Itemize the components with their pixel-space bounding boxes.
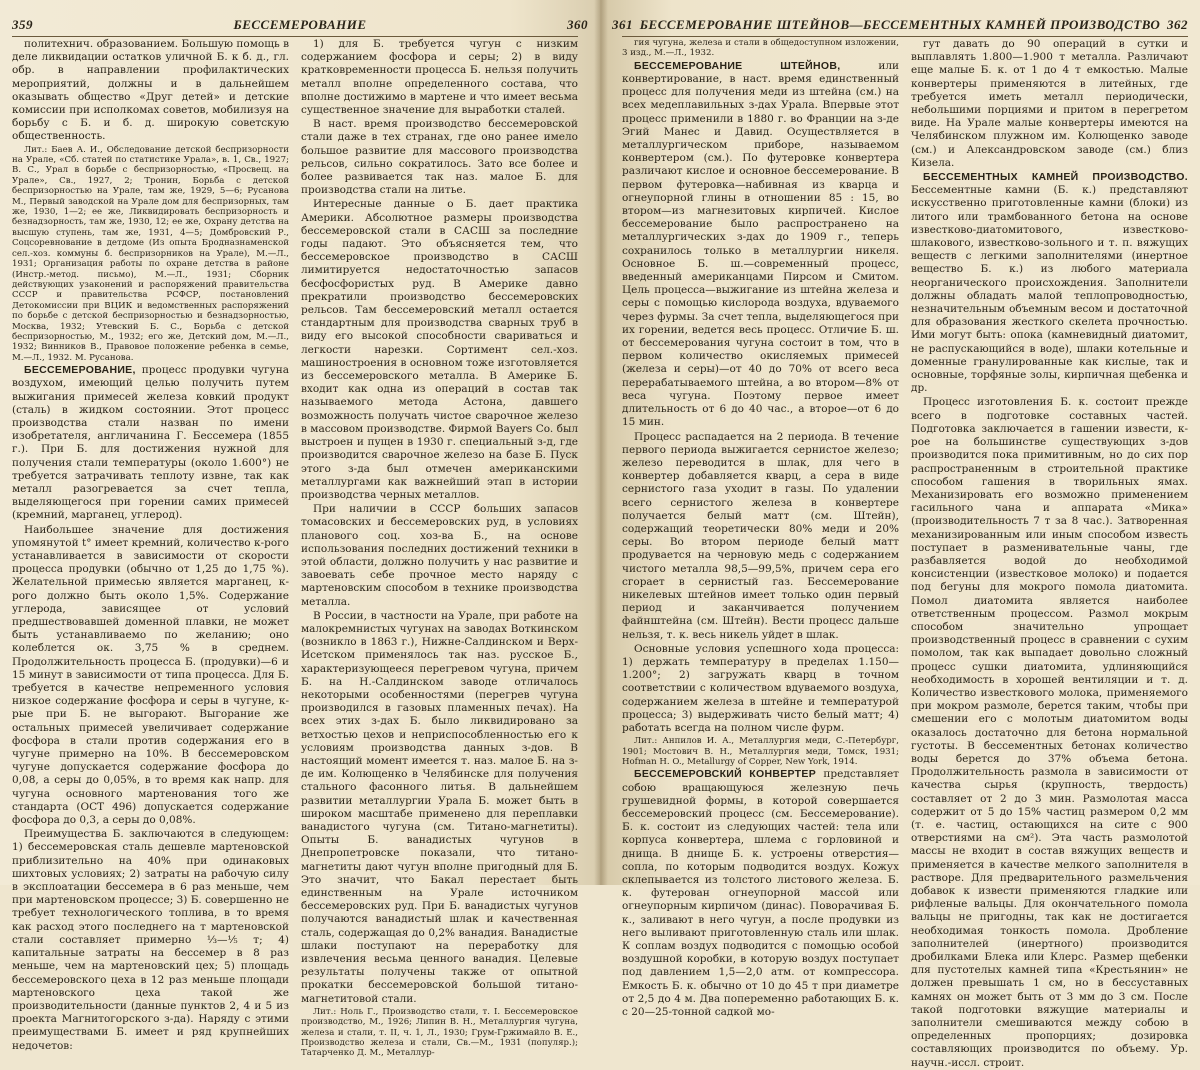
page-header (12, 16, 588, 34)
page-number-right: 360 (567, 17, 588, 32)
paragraph: В наст. время производство бессемеровской стали даже в тех странах, где оно ранее имело большое развитие для массового производства рельсов, сильно сократилось. Зато все более и более развивается так наз. малое Б. для производства стали на литье. (301, 118, 578, 197)
literature-note: Лит.: Анпилов И. А., Металлургия меди, С.-Петербург, 1901; Мостович В. Н., Металлургия меди, Томск, 1931; Hofman H. O., Metallurgy of Copper, New York, 1914. (622, 736, 899, 767)
literature-note: гия чугуна, железа и стали в общедоступном изложении, 3 изд., М.—Л., 1932. (622, 38, 899, 59)
paragraph: гут давать до 90 операций в сутки и выплавлять 1.800—1.900 т металла. Различают еще малые Б. к. от 1 до 4 т емкостью. Малые конвертеры применяются в литейных, где требуется иметь металл периодически, небольшими порциями и притом в перегретом виде. На Урале малые конвертеры имеются на Челябинском плужном им. Колющенко заводе (см.) и Александровском заводе (см.) близ Кизела. (911, 38, 1188, 169)
article-heading: БЕССЕМЕРОВАНИЕ, (24, 364, 136, 377)
article-heading: БЕССЕМЕНТНЫХ КАМНЕЙ ПРОИЗВОДСТВО. (923, 171, 1188, 184)
header-rule (12, 36, 578, 37)
text-column (12, 38, 289, 1052)
paragraph: Процесс распадается на 2 периода. В течение первого периода выжигается сернистое железо; железо переводится в шлак, для чего в конвертер добавляется кварц, а сера в виде сернистого газа уходит в газы. По удалении всего сернистого железа в конвертере получается белый матт (см. Штейн), содержащий теоретически 80% меди и 20% серы. Во втором периоде белый матт продувается на черновую медь с содержанием чистого металла 98,5—99,5%, причем сера его сгорает в сернистый газ. Бессемерование никелевых штейнов имеет только один первый период и заканчивается получением файнштейна (см. Штейн). Вести процесс дальше нельзя, т. к. весь никель уйдет в шлак. (622, 430, 899, 641)
paragraph: Интересные данные о Б. дает практика Америки. Абсолютное размеры производства бессемеровской стали в САСШ за последние годы падают. Это объясняется тем, что бессемеровское производство в САСШ лимитируется недостаточностью запасов бесфосфористых руд. В Америке давно прекратили производство бессемеровских рельсов. Там бессемеровский металл остается стандартным для производства сварных труб в виду его высокой способности свариваться и легкости нарезки. Сортимент сел.-хоз. машиностроения в основном тоже изготовляется из бессемеровского металла. В Америке Б. входит как одна из операций в состав так называемого метода Астона, давшего возможность получать чистое сварочное железо в массовом производстве. Фирмой Bayers Co. был выстроен и пущен в 1930 г. специальный з-д, где производится сварочное железо на базе Б. Пуск этого з-да был отмечен американскими металлургами как важнейший этап в истории производства черных металлов. (301, 198, 578, 501)
paragraph: В России, в частности на Урале, при работе на малокремнистых чугунах на заводах Воткинском (возникло в 1863 г.), Нижне-Салдинском и Верх-Исетском применялось так наз. русское Б., характеризующееся перегревом чугуна, причем Б. на Н.-Салдинском заводе отличалось некоторыми особенностями (перегрев чугуна производился в газовых пламенных печах). На всех этих з-дах Б. было ликвидировано за ветхостью цехов и неприспособленностью его к условиям производства данных з-дов. В настоящий момент имеется т. наз. малое Б. на з-де им. Колющенко в Челябинске для получения стального фасонного литья. В дальнейшем развитии металлургии Урала Б. может быть в широком масштабе применено для переплавки ванадистого чугуна (см. Титано-магнетиты). Опыты Б. ванадистых чугунов в Днепропетровске показали, что титано-магнетиты дают чугун вполне пригодный для Б. Это значит, что Бакал перестает быть единственным на Урале источником бессемеровских руд. При Б. ванадистых чугунов получаются ванадистый шлак и качественная сталь, содержащая до 0,2% ванадия. Ванадистые шлаки поступают на переработку для извлечения весьма ценного ванадия. Целевые результаты получены также от опытной прокатки бессемеровской большой титано-магнетитовой стали. (301, 609, 578, 1005)
paragraph: БЕССЕМЕРОВАНИЕ, процесс продувки чугуна воздухом, имеющий целью получить путем выжигания примесей железа ковкий продукт (сталь) в жидком состоянии. Этот процесс производства стали назван по имени изобретателя, англичанина Г. Бессемера (1855 г.). При Б. для достижения нужной для получения стали температуры (около 1.600°) не требуется затрачивать теплоту извне, так как металл разогревается за счет тепла, выделяющегося при горении самих примесей (кремний, марганец, углерод). (12, 364, 289, 522)
page-number-left: 359 (12, 17, 33, 32)
paragraph: Основные условия успешного хода процесса: 1) держать температуру в пределах 1.150—1.200°; 2) загружать кварц в точном соответствии с количеством вдуваемого воздуха, содержанием железа в штейне и температурой процесса; 3) выдерживать чисто белый матт; 4) работать всегда на полном числе фурм. (622, 642, 899, 734)
header-rule (622, 36, 1188, 37)
literature-note: Лит.: Баев А. И., Обследование детской беспризорности на Урале, «Сб. статей по статистике Урала», в. 1, Св., 1927; В. С., Урал в борьбе с беспризорностью, «Просвещ. на Урале», Св., 1927, 2; Тронин, Борьба с детской беспризорностью на Урале, там же, 1929, 5—6; Русанова М., Первый заводской на Урале дом для беспризорных, там же, 1930, 1—2; ее же, Ликвидировать беспризорность и безнадзорность, там же, 1930, 12; ее же, Охрану детства на высшую ступень, там же, 1931, 4—5; Домбровский Р., Соцсоревнование в детдоме (Из опыта Бродназнаменской сел.-хоз. коммуны б. беспризорников на Урале), М.—Л., 1931; Организация работы по охране детства в районе (Инстр.-метод. письмо), М.—Л., 1931; Сборник действующих узаконений и распоряжений правительства СССР и правительства РСФСР, постановлений Детокомиссии при ВЦИК и ведомственных распоряжений по борьбе с детской беспризорностью и безнадзорностью, Москва, 1932; Утевский Б. С., Борьба с детской беспризорностью, М., 1932; его же, Детский дом, М.—Л., 1932; Винников В., Правовое положение ребенка в семье, М.—Л., 1932. М. Русанова. (12, 144, 289, 363)
paragraph: 1) для Б. требуется чугун с низким содержанием фосфора и серы; 2) в виду кратковременности процесса Б. нельзя получить металл вполне определенного состава, что вполне достижимо в мартене и что имеет весьма существенное значение для выработки сталей. (301, 38, 578, 117)
article-heading: БЕССЕМЕРОВАНИЕ ШТЕЙНОВ, (634, 59, 841, 72)
paragraph: БЕССЕМЕРОВСКИЙ КОНВЕРТЕР представляет собою вращающуюся железную печь грушевидной формы, в которой совершается бессемеровский процесс (см. Бессемерование). Б. к. состоит из следующих частей: тела или корпуса конвертера, шлема с горловиной и днища. В днище Б. к. устроены отверстия—сопла, по которым подводится воздух. Кожух склепывается из толстого листового железа. Б. к. футерован огнеупорной массой или огнеупорным кирпичом (динас). Поворачивая Б. к., заливают в него чугун, а после продувки из него выливают приготовленную сталь или шлак. К соплам воздух подводится с помощью особой воздушной коробки, в которую воздух поступает под давлением 1,5—2,0 атм. от компрессора. Емкость Б. к. обычно от 10 до 45 т при диаметре от 2,5 до 4 м. Два попеременно работающих Б. к. с 20—25-тонной садкой мо- (622, 768, 899, 1019)
text-column (301, 38, 578, 1059)
running-title: БЕССЕМЕРОВАНИЕ (233, 17, 367, 32)
literature-note: Лит.: Ноль Г., Производство стали, т. I. Бессемеровское производство, М., 1926; Липин В. Н., Металлургия чугуна, железа и стали, т. II, ч. 1, Л., 1930; Грум-Гржимайло В. Е., Производство железа и стали, Св.—М., 1931 (популяр.); Татарченко Д. М., Металлур- (301, 1006, 578, 1059)
left-page (0, 0, 600, 1059)
paragraph: политехнич. образованием. Большую помощь в деле ликвидации остатков уличной Б. к б. д., гл. обр. в направлении профилактических мероприятий, должны и в дальнейшем оказывать общество «Друг детей» и детские комиссии при исполкомах советов, мобилизуя на борьбу с Б. и б. д. широкую советскую общественность. (12, 38, 289, 143)
text-columns (622, 38, 1188, 1069)
paragraph: Преимущества Б. заключаются в следующем: 1) бессемеровская сталь дешевле мартеновской приблизительно на 40% при одинаковых шихтовых условиях; 2) затраты на рабочую силу в эксплоатации бессемера в 6 раз меньше, чем при мартеновском процессе; 3) Б. совершенно не требует технологического топлива, в то время как расход этого последнего на т мартеновской стали составляет примерно ⅓—⅕ т; 4) капитальные затраты на бессемер в 8 раз меньше, чем на мартеновский цех; 5) площадь бессемеровского цеха в 12 раз меньше площади мартеновского цеха такой же производительности (данные пунктов 2, 4 и 5 из проекта Магнитогорского з-да). Наряду с этими преимуществами Б. имеет и ряд крупнейших недочетов: (12, 828, 289, 1052)
text-columns (12, 38, 578, 1059)
paragraph: Процесс изготовления Б. к. состоит прежде всего в подготовке составных частей. Подготовка заключается в гашении извести, к-рое на большинстве существующих з-дов производится пока примитивным, но до сих пор распространенным в строительной практике способом гашения в творильных ямах. Механизировать его возможно применением гасильного чана и аппарата «Мика» (производительность 7 т за 8 час.). Затворенная механизированным или иным способом известь поступает в разменивательные чаны, где разбавляется водой до необходимой консистенции (известковое молоко) и подается под бегуны для мокрого помола диатомита. Помол диатомита является наиболее ответственным процессом. Размол мокрым способом значительно упрощает производственный процесс в сравнении с сухим помолом, так как выпадает довольно сложный процесс сушки диатомита, удлиняющийся необходимость в хорошей вентиляции и т. д. Количество известкового молока, применяемого при мокром размоле, берется таким, чтобы при смешении его с молотым диатомитом воды оказалось достаточно для бетона нормальной густоты. В бессементных бетонах количество воды берется до 37% объема бетона. Продолжительность размола в зависимости от качества сырья (крупность, твердость) составляет от 2 до 3 мин. Размолотая масса содержит от 5 до 15% частиц размером 0,2 мм (т. е. частиц, остающихся на сите с 900 отверстиями на см²). Эта часть размолотой массы не входит в состав вяжущих веществ и применяется в качестве мелкого заполнителя в растворе. Для предварительного размельчения добавок к извести применяются гладкие или рифленые вальцы. Для окончательного помола вальцы не пригодны, так как не достигается необходимая тонкость помола. Дробление заполнителей (инертного) производится дробилками Блека или Клерс. Размер щебенки для пустотелых камней типа «Крестьянин» не должен превышать 1 см, но в бессуставных камнях он может быть от 3 мм до 3 см. После такой подготовки вяжущие материалы и заполнители смешиваются между собою в определенных пропорциях; дозировка составляющих производится по объему. Ур. научн.-иссл. строит. (911, 396, 1188, 1069)
running-title: БЕССЕМЕРОВАНИЕ ШТЕЙНОВ—БЕССЕМЕНТНЫХ КАМНЕЙ ПРОИЗВОДСТВО (639, 17, 1161, 32)
paragraph: БЕССЕМЕРОВАНИЕ ШТЕЙНОВ, или конвертирование, в наст. время единственный процесс для получения меди из штейна (см.) на всех медеплавильных з-дах Урала. Впервые этот процесс применили в 1880 г. во Франции на з-де Эгий Манес и Давид. Осуществляется в металлургическом приборе, называемом конвертером (см.). По футеровке конвертера различают кислое и основное бессемерование. В первом футеровка—набивная из кварца и огнеупорной глины в отношении 85 : 15, во втором—из магнезитовых кирпичей. Кислое бессемерование было распространено на металлургических з-дах до 1909 г., теперь сохранилось только в металлургии никеля. Основное Б. ш.—современный процесс, введенный американцами Пирсом и Смитом. Цель процесса—выжигание из штейна железа и серы с помощью кислорода воздуха, вдуваемого через фурмы. За счет тепла, выделяющегося при их горении, ведется весь процесс. Отличие Б. ш. от бессемерования чугуна состоит в том, что в первом количество окисляемых примесей (железа и серы)—от 40 до 70% от всего веса перерабатываемого штейна, а во втором—8% от веса чугуна. Поэтому первое имеет длительность от 6 до 40 час., а второе—от 6 до 15 мин. (622, 59, 899, 429)
paragraph: Наибольшее значение для достижения упомянутой t° имеет кремний, количество к-рого устанавливается в зависимости от скорости процесса продувки (обычно от 1,25 до 1,75 %). Желательной примесью является марганец, к-рого должно быть около 1,5%. Содержание углерода, зависящее от условий предшествовавшей доменной плавки, не может быть устанавливаемо по желанию; оно колеблется ок. 3,75 % в среднем. Продолжительность процесса Б. (продувки)—6 и 15 минут в зависимости от типа процесса. Для Б. требуется в качестве непременного условия низкое содержание фосфора и серы в чугуне, к-рые при Б. не выгорают. Выгорание же остальных примесей увеличивает содержание фосфора в стали против содержания его в чугуне примерно на 10%. В бессемеровском чугуне допускается содержание фосфора до 0,08, а серы до 0,05%, в то время как напр. для чугуна основного мартенования того же стандарта (ОСТ 496) допускается содержание фосфора до 0,3, а серы до 0,08%. (12, 523, 289, 827)
right-page (600, 0, 1200, 1069)
text-column (911, 38, 1188, 1069)
page-number-left: 361 (612, 17, 633, 32)
paragraph: При наличии в СССР больших запасов томасовских и бессемеровских руд, в условиях планового соц. хоз-ва Б., на основе использования последних достижений техники в этой области, должно получить у нас развитие и завоевать себе прочное место наряду с мартеновским способом в технике производства металла. (301, 503, 578, 608)
page-number-right: 362 (1167, 17, 1188, 32)
article-heading: БЕССЕМЕРОВСКИЙ КОНВЕРТЕР (634, 768, 816, 781)
text-column (622, 38, 899, 1019)
book-gutter (594, 0, 608, 885)
page-header (612, 16, 1188, 34)
paragraph: БЕССЕМЕНТНЫХ КАМНЕЙ ПРОИЗВОДСТВО. Бессементные камни (Б. к.) представляют искусственно приготовленные камни (блоки) из литого или трамбованного бетона на основе известково-диатомитового, известково-шлакового, известково-зольного и т. п. вяжущих веществ с легкими заполнителями (инертное вещество Б. к.) из любого материала неорганического происхождения. Заполнители должны обладать малой теплопроводностью, незначительным объемным весом и достаточной для образования жесткого скелета прочностью. Ими могут быть: опока (камневидный диатомит, не распускающийся в воде), шлаки котельные и доменные гранулированные как кислые, так и основные, торфяные золы, кирпичная щебенка и др. (911, 171, 1188, 395)
